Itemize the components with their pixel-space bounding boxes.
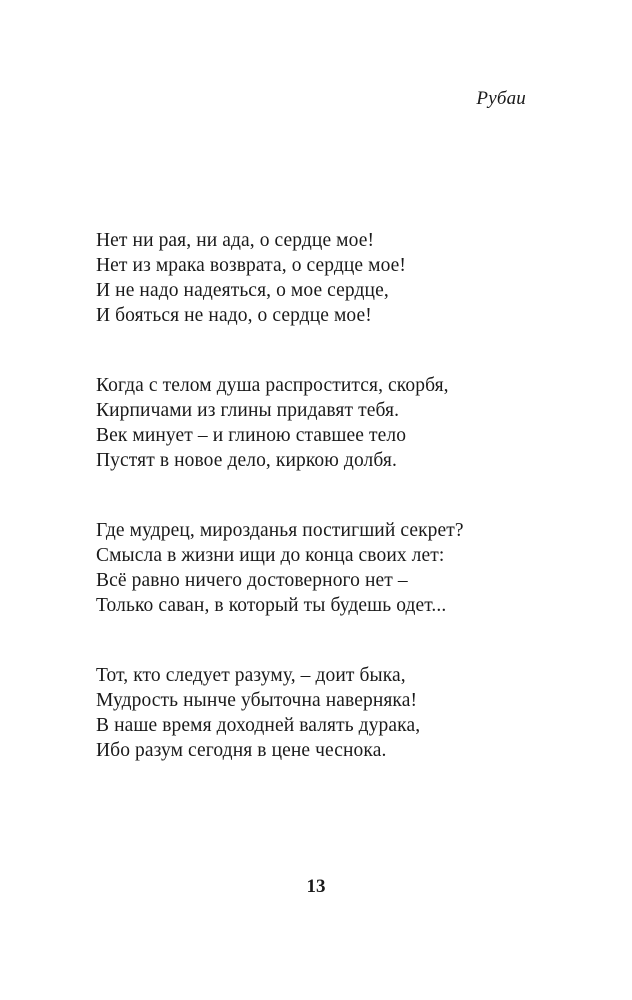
verse-line: Всё равно ничего достоверного нет – [96, 570, 408, 591]
verse-line: И не надо надеяться, о мое сердце, [96, 280, 389, 301]
verse-line: И бояться не надо, о сердце мое! [96, 305, 372, 326]
verse-line: Смысла в жизни ищи до конца своих лет: [96, 545, 445, 566]
verse-line: Ибо разум сегодня в цене чеснока. [96, 740, 387, 761]
verse-line: Где мудрец, мирозданья постигший секрет? [96, 520, 464, 541]
verse-line: Мудрость нынче убыточна наверняка! [96, 690, 418, 711]
verse-line: Только саван, в который ты будешь одет... [96, 595, 447, 616]
verse-line: Нет ни рая, ни ада, о сердце мое! [96, 230, 375, 251]
poem-body [96, 228, 536, 808]
verse-line: Пустят в новое дело, киркою долбя. [96, 450, 397, 471]
verse-line: Тот, кто следует разуму, – доит быка, [96, 665, 406, 686]
page-number: 13 [306, 876, 326, 897]
verse-line: В наше время доходней валять дурака, [96, 715, 421, 736]
stanza-4 [96, 663, 536, 763]
stanza-3 [96, 518, 536, 618]
verse-line: Кирпичами из глины придавят тебя. [96, 400, 400, 421]
verse-line: Век минует – и глиною ставшее тело [96, 425, 407, 446]
verse-line: Когда с телом душа распростится, скорбя, [96, 375, 449, 396]
stanza-2 [96, 373, 536, 473]
verse-line: Нет из мрака возврата, о сердце мое! [96, 255, 407, 276]
stanza-1 [96, 228, 536, 328]
running-header: Рубаи [476, 88, 526, 109]
